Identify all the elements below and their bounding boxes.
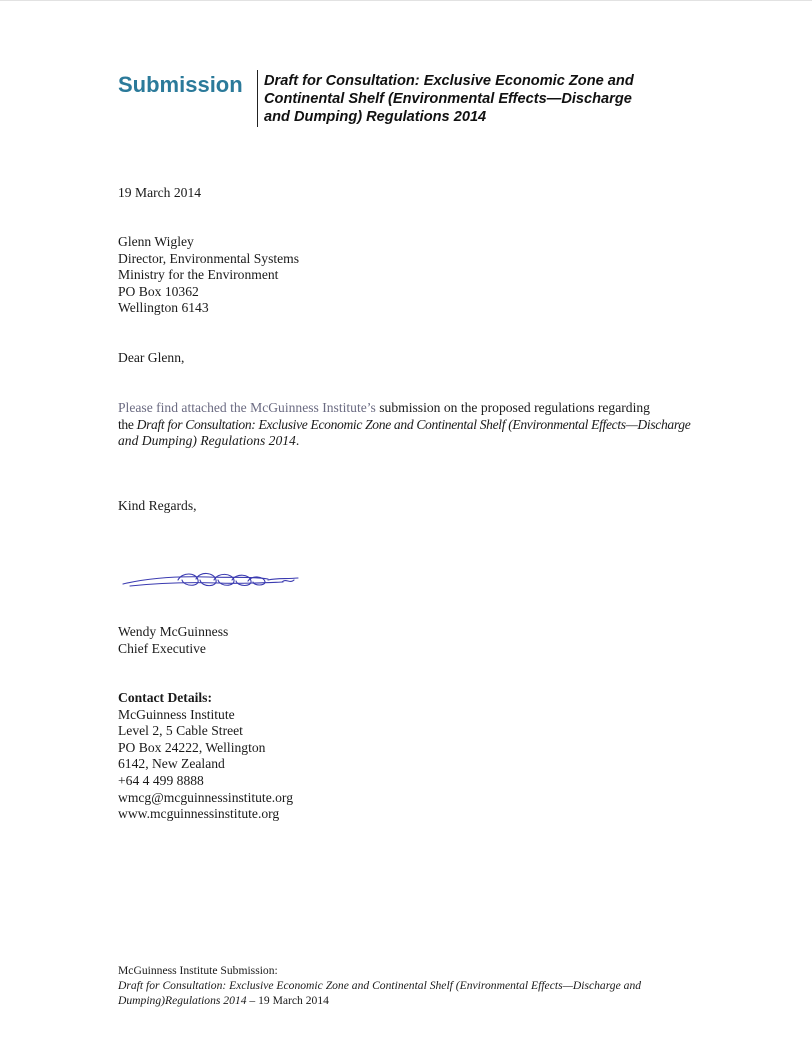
footer-line-1: McGuinness Institute Submission:: [118, 964, 278, 977]
body-line3-title: and Dumping) Regulations 2014: [118, 433, 296, 449]
salutation: Dear Glenn,: [118, 350, 185, 365]
letter-date: 19 March 2014: [118, 185, 202, 200]
page-top-edge: [0, 0, 812, 1]
header-title: [264, 72, 684, 126]
body-line-2: [118, 416, 691, 434]
body-intro: Please find attached the McGuinness Institute’s: [118, 400, 376, 415]
footer-line-3: [118, 993, 641, 1008]
signer-title: Chief Executive: [118, 640, 206, 656]
body-line-1: [118, 400, 688, 417]
body-line-3: [118, 433, 688, 450]
recipient-address: [118, 234, 299, 317]
contact-line: PO Box 24222, Wellington: [118, 739, 266, 755]
contact-website: www.mcguinnessinstitute.org: [118, 806, 280, 822]
recipient-position: Director, Environmental Systems: [118, 250, 300, 266]
recipient-organisation: Ministry for the Environment: [118, 267, 279, 283]
page-footer: [118, 963, 641, 1008]
contact-phone: +64 4 499 8888: [118, 772, 204, 788]
header-title-line: Continental Shelf (Environmental Effects—Discharge: [264, 91, 632, 107]
header-title-line: and Dumping) Regulations 2014: [264, 109, 487, 125]
recipient-city: Wellington 6143: [118, 300, 209, 316]
contact-line: McGuinness Institute: [118, 706, 235, 722]
contact-email: wmcg@mcguinnessinstitute.org: [118, 789, 293, 805]
signer-block: [118, 624, 228, 657]
body-paragraph: [118, 400, 691, 450]
contact-details: [118, 690, 293, 823]
contact-line: Level 2, 5 Cable Street: [118, 723, 243, 739]
body-line2-title: Draft for Consultation: Exclusive Economic Zone and Continental Shelf (Environmental Effects—Discharge: [136, 416, 691, 432]
signature-image: [118, 562, 308, 598]
recipient-po-box: PO Box 10362: [118, 283, 199, 299]
contact-heading: Contact Details:: [118, 690, 213, 705]
recipient-name: Glenn Wigley: [118, 234, 194, 249]
closing: Kind Regards,: [118, 498, 197, 513]
footer-line3-title: Dumping)Regulations 2014: [118, 994, 247, 1007]
body-line2-pre: the: [118, 416, 134, 432]
signer-name: Wendy McGuinness: [118, 624, 229, 639]
document-header: [118, 70, 688, 128]
footer-line3-date: – 19 March 2014: [246, 994, 329, 1007]
footer-line-2: Draft for Consultation: Exclusive Economic Zone and Continental Shelf (Environmental Effects—Discharge and: [118, 979, 642, 992]
body-line3-end: .: [295, 433, 300, 449]
header-label: Submission: [118, 72, 243, 97]
header-title-line: Draft for Consultation: Exclusive Economic Zone and: [264, 73, 634, 89]
contact-line: 6142, New Zealand: [118, 756, 225, 772]
header-divider: [257, 70, 258, 127]
body-line1-rest: submission on the proposed regulations regarding: [379, 400, 650, 415]
